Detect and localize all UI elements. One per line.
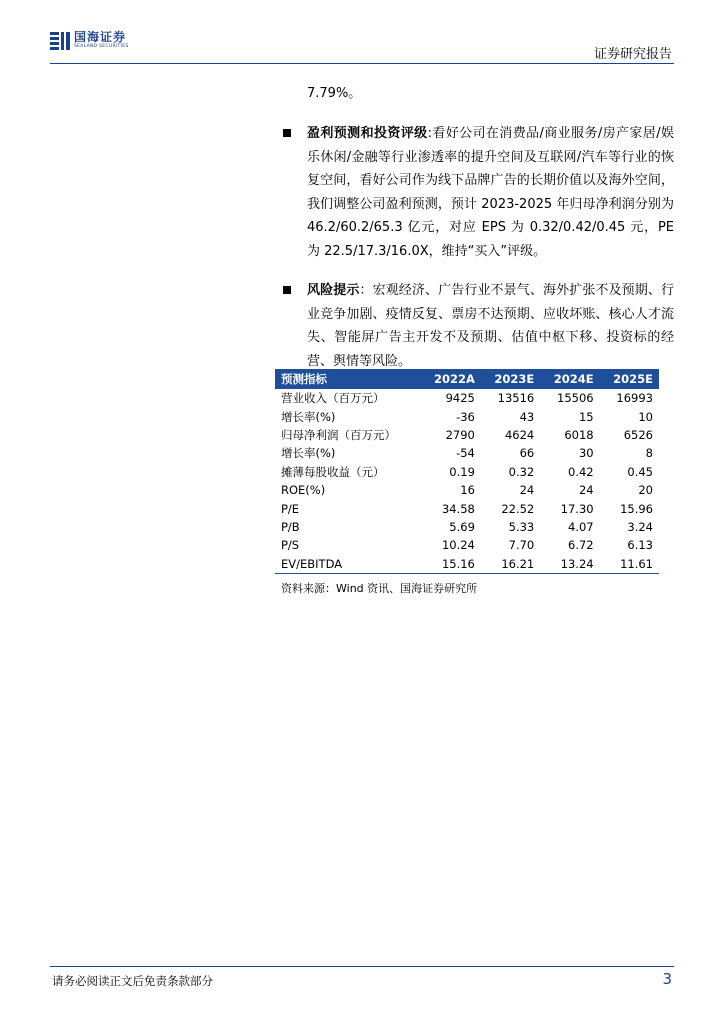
table-cell: 归母净利润（百万元） <box>281 427 396 442</box>
main-content <box>280 78 674 389</box>
logo-chinese-name: 国海证券 <box>74 30 127 44</box>
table-cell: 16.21 <box>481 555 540 574</box>
table-row <box>275 463 659 481</box>
bullet-text: :看好公司在消费品/商业服务/房产家居/娱乐休闲/金融等行业渗透率的提升空间及互联网/汽车等行业的恢复空间，看好公司作为线下品牌广告的长期价值以及海外空间，我们调整公司盈利预测，预计 2023-2025 年归母净利润分别为 46.2/60.2/65.3 亿元，对应 EPS 为 0.32/0.42/0.45 元，PE 为 22.5/17.3/16.0X，维持“买入”评级。 <box>307 126 674 259</box>
table-cell: P/B <box>281 519 300 534</box>
square-bullet-icon <box>283 286 291 294</box>
table-cell: 16 <box>460 483 475 498</box>
table-cell: 6.13 <box>627 538 653 553</box>
forecast-table <box>275 369 659 574</box>
table-header-cell: 2024E <box>540 369 599 389</box>
table-cell: 13516 <box>497 391 535 406</box>
table-cell: 15 <box>578 409 594 424</box>
table-cell: 9425 <box>445 391 475 406</box>
continuation-text: 7.79%。 <box>307 86 362 101</box>
table-cell: 7.70 <box>508 538 535 553</box>
table-cell: P/E <box>281 501 300 516</box>
table-cell: 20 <box>638 483 653 498</box>
report-type: 证券研究报告 <box>593 47 672 62</box>
table-cell: 6018 <box>564 427 594 442</box>
table-cell: 摊薄每股收益（元） <box>281 464 385 479</box>
table-cell: 0.42 <box>568 464 594 479</box>
page-number: 3 <box>662 970 672 988</box>
table-cell: 15.16 <box>420 555 481 574</box>
footer-divider <box>50 966 674 967</box>
table-row <box>275 536 659 554</box>
table-cell: 4624 <box>504 427 535 442</box>
table-cell: 24 <box>578 483 594 498</box>
table-cell: P/S <box>281 538 300 553</box>
logo-english-name: SEALAND SECURITIES <box>74 44 129 49</box>
table-cell: 11.61 <box>600 555 659 574</box>
table-cell: 营业收入（百万元） <box>281 391 385 406</box>
page-header <box>0 0 724 68</box>
table-row <box>275 444 659 462</box>
table-cell: 66 <box>519 446 535 461</box>
table-cell: 15.96 <box>620 501 653 516</box>
table-cell: 10.24 <box>441 538 475 553</box>
table-header-row <box>275 369 659 389</box>
table-row <box>275 518 659 536</box>
table-cell: 30 <box>578 446 594 461</box>
table-cell: 0.32 <box>508 464 535 479</box>
table-header-cell: 预测指标 <box>275 369 420 389</box>
table-header-cell: 2023E <box>481 369 540 389</box>
logo-mark-icon <box>50 32 70 50</box>
bullet-text: ：宏观经济、广告行业不景气、海外扩张不及预期、行业竞争加剧、疫情反复、票房不达预期、应收坏账、核心人才流失、智能屏广告主开发不及预期、估值中枢下移、投资标的经营、舆情等风险。 <box>307 283 674 369</box>
table-row <box>275 426 659 444</box>
bullet-risk-warning <box>280 279 674 373</box>
table-cell: 10 <box>638 409 653 424</box>
table-cell: 34.58 <box>441 501 475 516</box>
bullet-title: 风险提示 <box>307 283 360 298</box>
forecast-table-section <box>275 369 659 596</box>
table-cell: 5.33 <box>508 519 535 534</box>
table-cell: 4.07 <box>568 519 594 534</box>
table-row <box>275 481 659 499</box>
table-cell: -54 <box>456 446 475 461</box>
square-bullet-icon <box>283 129 291 137</box>
table-cell: EV/EBITDA <box>275 555 420 574</box>
table-cell: 6526 <box>623 427 653 442</box>
table-cell: 2790 <box>445 427 475 442</box>
table-cell: 13.24 <box>540 555 599 574</box>
table-cell: 15506 <box>557 391 594 406</box>
table-cell: 6.72 <box>568 538 594 553</box>
table-cell: 16993 <box>616 391 653 406</box>
table-row <box>275 389 659 407</box>
table-cell: 17.30 <box>560 501 594 516</box>
table-cell: 增长率(%) <box>281 409 336 424</box>
table-header-cell: 2025E <box>600 369 659 389</box>
table-cell: 8 <box>645 446 653 461</box>
bullet-earnings-forecast <box>280 122 674 263</box>
company-logo <box>50 31 129 50</box>
footer-disclaimer: 请务必阅读正文后免责条款部分 <box>52 974 213 988</box>
table-cell: 增长率(%) <box>281 446 336 461</box>
table-cell: 0.45 <box>627 464 653 479</box>
table-source-note: 资料来源：Wind 资讯、国海证券研究所 <box>281 581 478 595</box>
table-cell: -36 <box>456 409 475 424</box>
table-cell: 43 <box>519 409 535 424</box>
table-row <box>275 555 659 574</box>
bullet-title: 盈利预测和投资评级 <box>307 126 428 141</box>
table-header-cell: 2022A <box>420 369 481 389</box>
header-divider <box>50 63 674 64</box>
table-row <box>275 499 659 517</box>
table-cell: 5.69 <box>449 519 475 534</box>
table-cell: 24 <box>519 483 535 498</box>
table-cell: 0.19 <box>449 464 475 479</box>
table-cell: 22.52 <box>501 501 535 516</box>
table-row <box>275 407 659 425</box>
table-cell: 3.24 <box>627 519 653 534</box>
table-cell: ROE(%) <box>281 483 326 498</box>
